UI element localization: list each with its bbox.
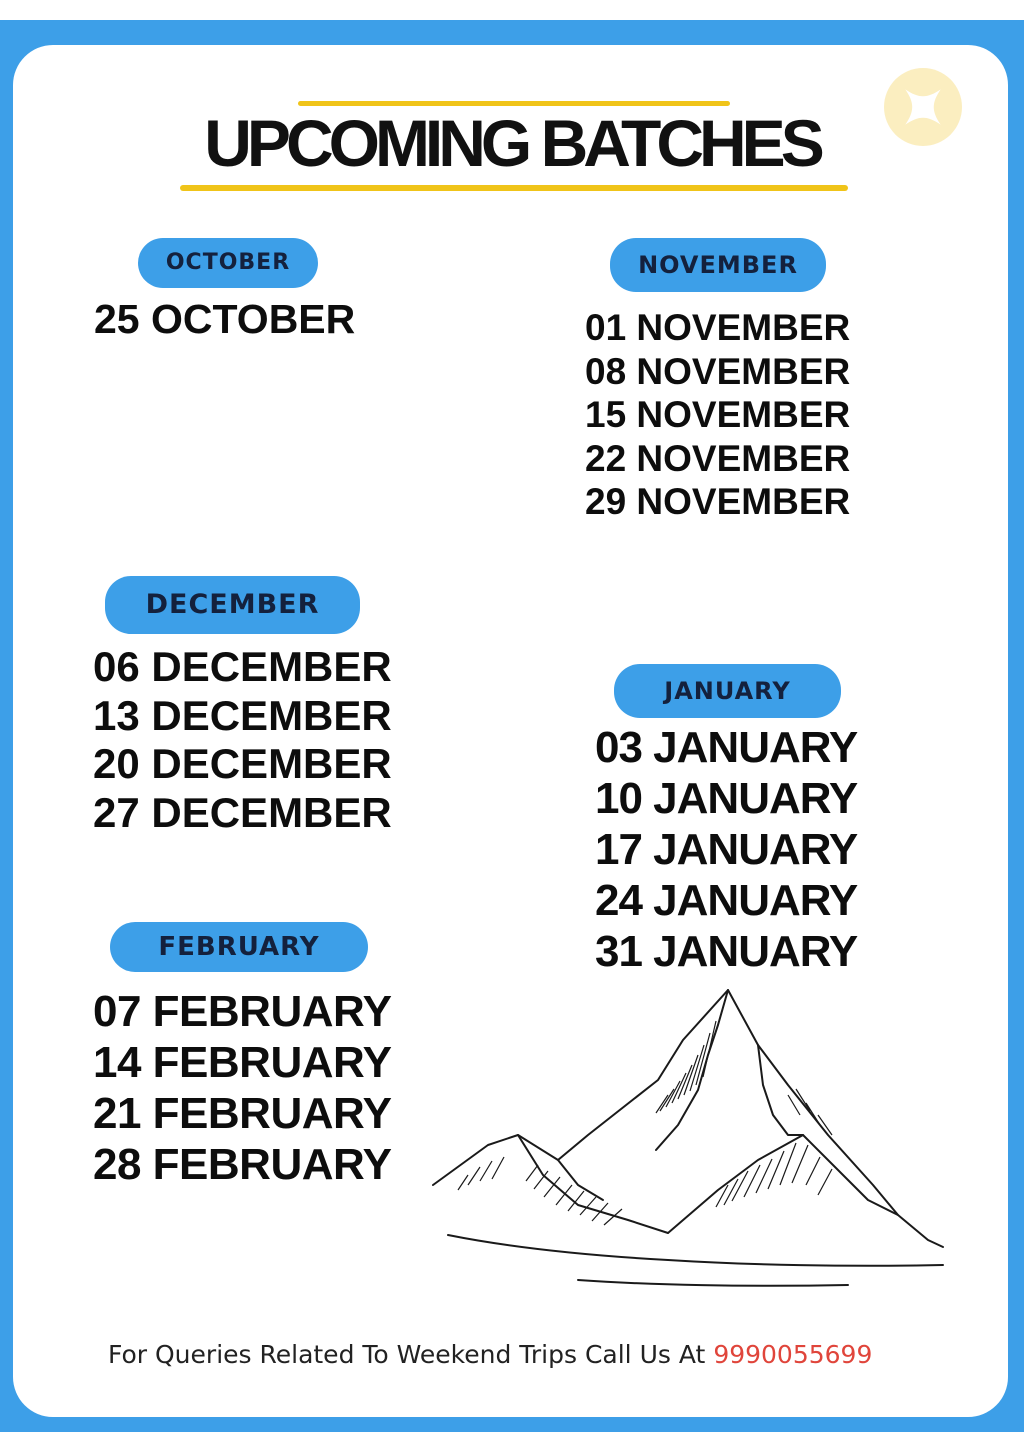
date-list-february	[93, 986, 391, 1190]
list-item: 31 JANUARY	[595, 927, 858, 976]
date-list-october	[94, 296, 355, 342]
list-item: 17 JANUARY	[595, 825, 858, 874]
list-item: 06 DECEMBER	[93, 643, 392, 690]
footer-contact	[108, 1340, 938, 1369]
list-item: 22 NOVEMBER	[585, 437, 851, 479]
month-pill-february: FEBRUARY	[110, 922, 368, 972]
date-list-november	[585, 306, 850, 524]
page-title: UPCOMING BATCHES	[204, 106, 820, 180]
date-list-december	[93, 643, 392, 837]
list-item: 13 DECEMBER	[93, 691, 392, 739]
list-item: 07 FEBRUARY	[93, 987, 392, 1036]
list-item: 29 NOVEMBER	[585, 481, 851, 522]
list-item: 03 JANUARY	[595, 723, 858, 772]
list-item: 10 JANUARY	[595, 774, 858, 823]
list-item: 25 OCTOBER	[94, 296, 356, 342]
mountain-illustration	[428, 985, 948, 1295]
list-item: 14 FEBRUARY	[93, 1038, 392, 1087]
list-item: 21 FEBRUARY	[93, 1089, 392, 1138]
list-item: 08 NOVEMBER	[585, 350, 851, 392]
list-item: 28 FEBRUARY	[93, 1140, 392, 1189]
list-item: 20 DECEMBER	[93, 740, 392, 787]
list-item: 15 NOVEMBER	[585, 394, 851, 435]
list-item: 27 DECEMBER	[93, 788, 392, 836]
footer-text: For Queries Related To Weekend Trips Call Us At	[108, 1340, 706, 1369]
list-item: 24 JANUARY	[595, 876, 858, 925]
list-item: 01 NOVEMBER	[585, 307, 851, 348]
month-pill-october: OCTOBER	[138, 238, 318, 288]
title-underline-bottom	[180, 185, 848, 191]
date-list-january	[595, 722, 857, 977]
month-pill-november: NOVEMBER	[610, 238, 826, 292]
sparkle-badge-icon	[884, 68, 962, 146]
phone-number[interactable]: 9990055699	[713, 1340, 873, 1369]
month-pill-january: JANUARY	[614, 664, 841, 718]
month-pill-december: DECEMBER	[105, 576, 360, 634]
